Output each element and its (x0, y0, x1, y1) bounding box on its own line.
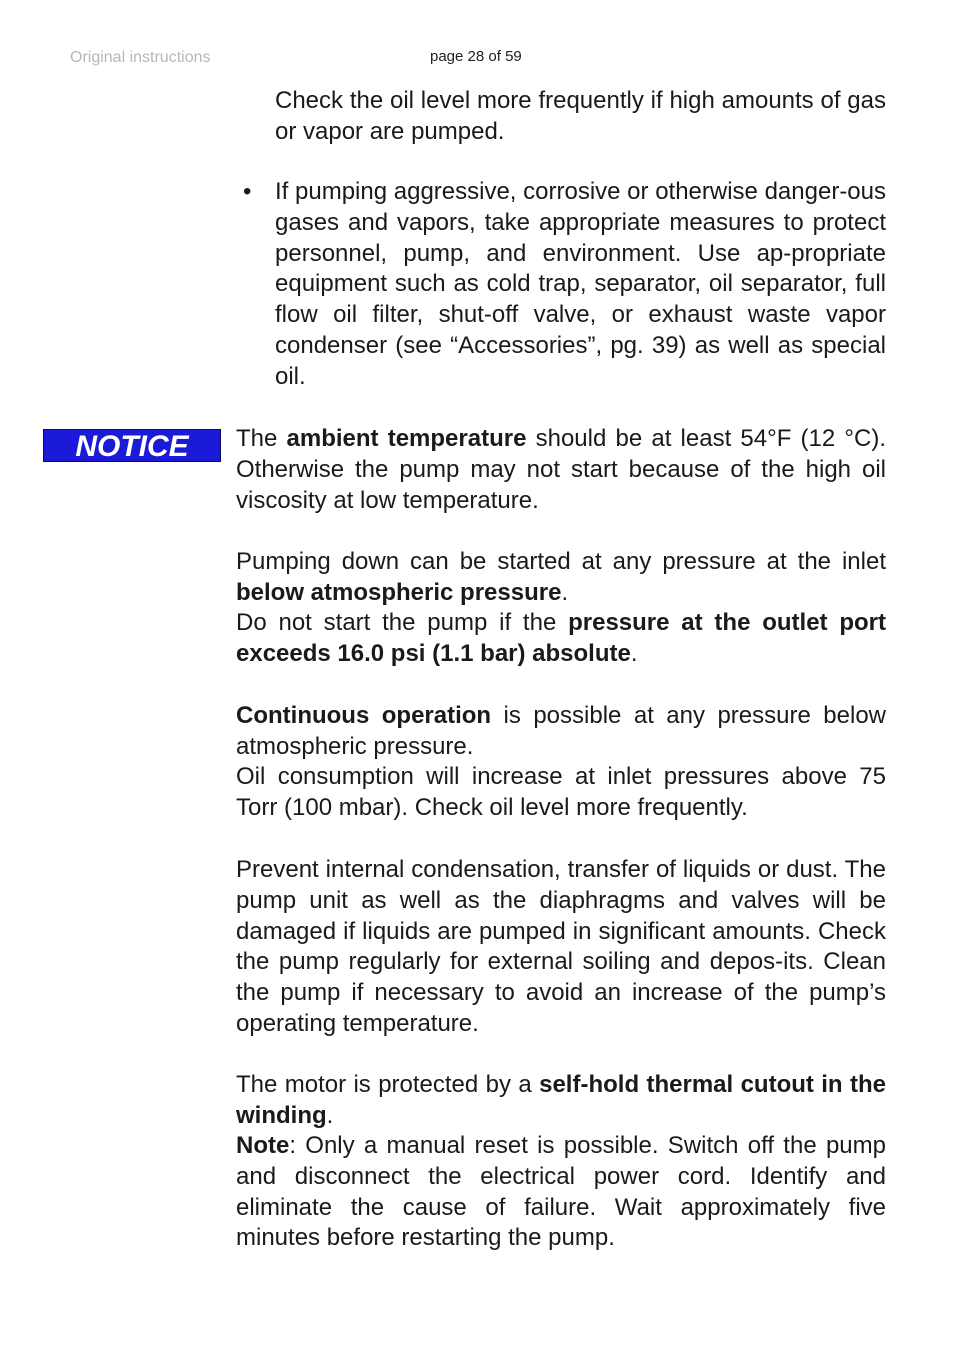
oil-consumption-paragraph: Oil consumption will increase at inlet pressures above 75 Torr (100 mbar). Check oil level more frequently. (236, 763, 886, 821)
oil-level-paragraph: Check the oil level more frequently if high amounts of gas or vapor are pumped. (275, 87, 886, 145)
thermal-cutout-paragraph: The motor is protected by a self-hold thermal cutout in the winding. (236, 1071, 886, 1129)
notice-badge: NOTICE (43, 429, 221, 462)
manual-reset-note: Note: Only a manual reset is possible. Switch off the pump and disconnect the electrical power cord. Identify and eliminate the cause of failure. Wait approximately five minutes before restarting the pump. (236, 1132, 886, 1252)
pumping-down-paragraph: Pumping down can be started at any pressure at the inlet below atmospheric pressure. (236, 548, 886, 606)
page-number: page 28 of 59 (430, 48, 522, 65)
aggressive-gases-paragraph: If pumping aggressive, corrosive or otherwise danger-ous gases and vapors, take appropriate measures to protect personnel, pump, and environment. Use ap-propriate equipment such as cold trap, separator, oil separator, full flow oil filter, shut-off valve, or exhaust waste vapor condenser (see “Accessories”, pg. 39) as well as special oil. (275, 178, 886, 390)
ambient-temperature-paragraph: The ambient temperature should be at least 54°F (12 °C). Otherwise the pump may not start because of the high oil viscosity at low temperature. (236, 425, 886, 514)
continuous-operation-paragraph: Continuous operation is possible at any pressure below atmospheric pressure. (236, 702, 886, 760)
bullet-marker: • (243, 178, 252, 205)
outlet-pressure-paragraph: Do not start the pump if the pressure at the outlet port exceeds 16.0 psi (1.1 bar) absolute. (236, 609, 887, 667)
condensation-paragraph: Prevent internal condensation, transfer of liquids or dust. The pump unit as well as the diaphragms and valves will be damaged if liquids are pumped in significant amounts. Check the pump regularly for external soiling and depos-its. Clean the pump if necessary to avoid an increase of the pump’s operating temperature. (236, 856, 886, 1037)
document-origin-label: Original instructions (70, 49, 211, 66)
